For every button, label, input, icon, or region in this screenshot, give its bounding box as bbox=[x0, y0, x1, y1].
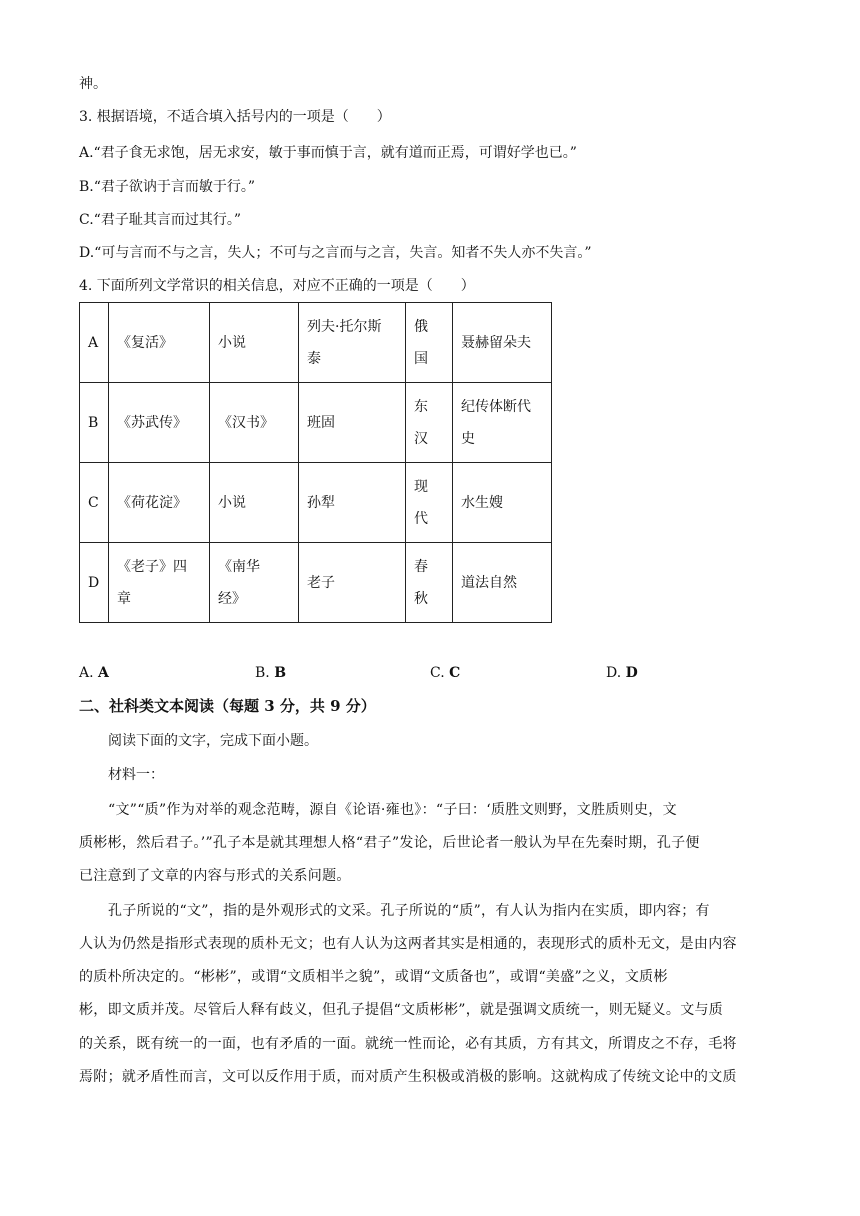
table-cell-era bbox=[406, 463, 453, 543]
question-3: 3. 根据语境，不适合填入括号内的一项是（ ） bbox=[79, 109, 391, 125]
option-d[interactable] bbox=[606, 663, 638, 683]
table-row bbox=[80, 543, 552, 623]
option-b-value: B bbox=[274, 665, 287, 681]
genre-line-2: 经》 bbox=[218, 590, 246, 607]
title-line-2: 章 bbox=[117, 590, 131, 607]
table-row bbox=[80, 303, 552, 383]
question-3-option-b: B.“君子欲讷于言而敏于行。” bbox=[79, 179, 256, 195]
genre-line-1: 《南华 bbox=[218, 558, 260, 575]
continued-text: 神。 bbox=[79, 76, 107, 92]
author-line-1: 列夫·托尔斯 bbox=[307, 318, 382, 335]
note-line-1: 纪传体断代 bbox=[461, 398, 531, 415]
question-3-option-c: C.“君子耻其言而过其行。” bbox=[79, 212, 241, 228]
table-cell-author: 孙犁 bbox=[299, 463, 406, 543]
table-cell-genre: 《汉书》 bbox=[210, 383, 299, 463]
table-cell-genre bbox=[210, 543, 299, 623]
table-cell-key: D bbox=[80, 543, 109, 623]
era-line-2: 代 bbox=[414, 510, 428, 527]
answer-options bbox=[79, 663, 799, 683]
title-line-1: 《老子》四 bbox=[117, 558, 187, 575]
table-cell-title: 《荷花淀》 bbox=[109, 463, 210, 543]
paragraph-2-line: 孔子所说的“文”，指的是外观形式的文采。孔子所说的“质”，有人认为指内在实质，即内容；有 bbox=[108, 903, 710, 919]
question-3-option-d: D.“可与言而不与之言，失人；不可与之言而与之言，失言。知者不失人亦不失言。” bbox=[79, 245, 592, 261]
paragraph-1-line: 质彬彬，然后君子。’”孔子本是就其理想人格“君子”发论，后世论者一般认为早在先秦时期，孔子便 bbox=[79, 835, 700, 851]
paragraph-1-line: “文”“质”作为对举的观念范畴，源自《论语·雍也》：“子曰：‘质胜文则野，文胜质则史，文 bbox=[108, 802, 677, 818]
table-cell-note: 聂赫留朵夫 bbox=[453, 303, 552, 383]
note-line-2: 史 bbox=[461, 430, 475, 447]
table-cell-key: B bbox=[80, 383, 109, 463]
option-a-prefix: A. bbox=[79, 665, 99, 681]
option-a[interactable] bbox=[79, 663, 109, 683]
paragraph-2-line: 的关系，既有统一的一面，也有矛盾的一面。就统一性而论，必有其质，方有其文，所谓皮之不存，毛将 bbox=[79, 1036, 737, 1052]
table-cell-author: 班固 bbox=[299, 383, 406, 463]
option-b-prefix: B. bbox=[255, 665, 275, 681]
table-cell-note: 道法自然 bbox=[453, 543, 552, 623]
author-line-2: 泰 bbox=[307, 350, 321, 367]
option-b[interactable] bbox=[255, 663, 286, 683]
paragraph-2-line: 焉附；就矛盾性而言，文可以反作用于质，而对质产生积极或消极的影响。这就构成了传统文论中的文质 bbox=[79, 1069, 737, 1085]
era-line-2: 汉 bbox=[414, 430, 428, 447]
option-c[interactable] bbox=[430, 663, 460, 683]
era-line-1: 东 bbox=[414, 398, 428, 415]
table-cell-key: C bbox=[80, 463, 109, 543]
era-line-2: 国 bbox=[414, 350, 428, 367]
section-heading: 二、社科类文本阅读（每题 3 分，共 9 分） bbox=[79, 697, 376, 715]
option-a-value: A bbox=[98, 665, 109, 681]
table-cell-title: 《复活》 bbox=[109, 303, 210, 383]
table-cell-era bbox=[406, 383, 453, 463]
option-d-prefix: D. bbox=[606, 665, 626, 681]
table-cell-title bbox=[109, 543, 210, 623]
era-line-1: 春 bbox=[414, 558, 428, 575]
question-3-option-a: A.“君子食无求饱，居无求安，敏于事而慎于言，就有道而正焉，可谓好学也已。” bbox=[79, 145, 577, 161]
table-cell-note bbox=[453, 383, 552, 463]
reading-instruction: 阅读下面的文字，完成下面小题。 bbox=[108, 733, 318, 749]
paragraph-2-line: 彬，即文质并茂。尽管后人释有歧义，但孔子提倡“文质彬彬”，就是强调文质统一，则无疑义。文与质 bbox=[79, 1002, 724, 1018]
era-line-2: 秋 bbox=[414, 590, 428, 607]
table-cell-era bbox=[406, 303, 453, 383]
table-cell-era bbox=[406, 543, 453, 623]
table-cell-author: 老子 bbox=[299, 543, 406, 623]
material-label: 材料一： bbox=[108, 767, 164, 783]
paragraph-2-line: 人认为仍然是指形式表现的质朴无文；也有人认为这两者其实是相通的，表现形式的质朴无文，是由内容 bbox=[79, 936, 737, 952]
era-line-1: 俄 bbox=[414, 318, 428, 335]
table-cell-genre: 小说 bbox=[210, 303, 299, 383]
paragraph-2-line: 的质朴所决定的。“彬彬”，或谓“文质相半之貌”，或谓“文质备也”，或谓“美盛”之义，文质彬 bbox=[79, 969, 668, 985]
table-cell-author bbox=[299, 303, 406, 383]
table-row bbox=[80, 463, 552, 543]
era-line-1: 现 bbox=[414, 478, 428, 495]
table-cell-genre: 小说 bbox=[210, 463, 299, 543]
table-cell-key: A bbox=[80, 303, 109, 383]
table-cell-title: 《苏武传》 bbox=[109, 383, 210, 463]
question-4: 4. 下面所列文学常识的相关信息，对应不正确的一项是（ ） bbox=[79, 278, 475, 294]
paragraph-1-line: 已注意到了文章的内容与形式的关系问题。 bbox=[79, 868, 351, 884]
literature-table bbox=[79, 302, 552, 623]
option-d-value: D bbox=[625, 665, 638, 681]
option-c-prefix: C. bbox=[430, 665, 450, 681]
table-cell-note: 水生嫂 bbox=[453, 463, 552, 543]
option-c-value: C bbox=[449, 665, 461, 681]
table-row bbox=[80, 383, 552, 463]
